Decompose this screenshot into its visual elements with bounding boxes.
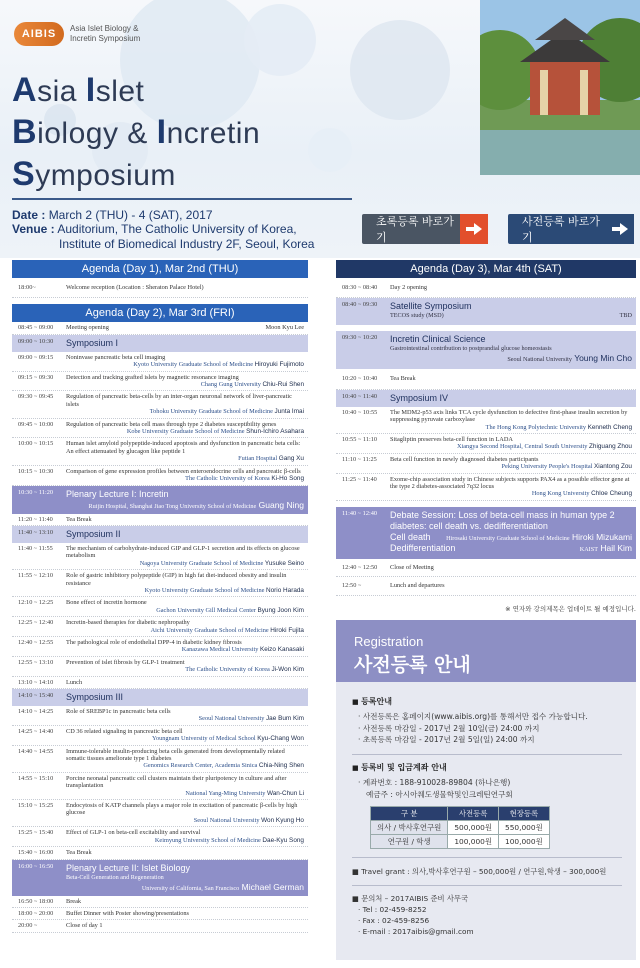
agenda-row: 18:00 ~ 20:00 Buffet Dinner with Poster showing/presentations xyxy=(12,908,308,920)
abstract-registration-button[interactable]: 초록등록 바로가기 xyxy=(362,214,488,244)
agenda-row: 14:40 ~ 14:55 Immune-tolerable insulin-producing beta cells generated from developmentally related somatic tissues ameliorate type 1 diabetes Genomics Research Center, Academia Sinica Chia-Ning Shen xyxy=(12,746,308,773)
agenda-row: 10:00 ~ 10:15 Human islet amyloid polypeptide-induced apoptosis and dysfunction in pancreatic beta cells: An effect attenuated by glucagon like peptide 1 Futian Hospital Gang Xu xyxy=(12,438,308,465)
pavilion-image xyxy=(480,0,640,175)
registration-info-line: · 사전등록 마감일 - 2017년 2월 10일(금) 24:00 까지 xyxy=(358,723,540,733)
agenda-row: 15:25 ~ 15:40 Effect of GLP-1 on beta-cell excitability and survival Keimyung University School of Medicine Dae-Kyu Song xyxy=(12,827,308,847)
session-satellite-symposium: 08:40 ~ 09:30 Satellite Symposium TECOS study (MSD) TBD xyxy=(336,298,636,325)
fee-table: 구 분 사전등록 현장등록 의사 / 박사후연구원 500,000원 550,000원 연구원 / 학생 100,000원 100,000원 xyxy=(370,806,550,849)
symposium-2-talks xyxy=(12,543,308,677)
agenda-day1-header: Agenda (Day 1), Mar 2nd (THU) xyxy=(12,260,308,278)
agenda-row: 16:50 ~ 18:00 Break xyxy=(12,896,308,908)
contact-email[interactable]: · E-mail : 2017aibis@gmail.com xyxy=(358,927,474,936)
contact-fax: · Fax : 02-459-8256 xyxy=(358,916,430,925)
session-symposium-2: 11:40 ~ 13:10 Symposium II xyxy=(12,526,308,543)
agenda-row: 12:40 ~ 12:50 Close of Meeting xyxy=(336,559,636,577)
symposium-1-talks xyxy=(12,352,308,486)
agenda-row: 15:40 ~ 16:00 Tea Break xyxy=(12,847,308,859)
registration-title-en: Registration xyxy=(354,634,424,649)
registration-header xyxy=(336,620,636,682)
agenda-row: 12:10 ~ 12:25 Bone effect of incretin hormone Gachon University Gill Medical Center Byung Joon Kim xyxy=(12,597,308,617)
agenda-row: 14:55 ~ 15:10 Porcine neonatal pancreatic cell clusters maintain their pluripotency in culture and after transplantation National Yang-Ming University Wan-Chun Li xyxy=(12,773,308,800)
session-plenary-2: 16:00 ~ 16:50 Plenary Lecture II: Islet Biology Beta-Cell Generation and Regeneration University of California, San Francisco Michael German xyxy=(12,860,308,896)
agenda-row: 09:30 ~ 09:45 Regulation of pancreatic beta-cells by an inter-organ neuronal network of liver-pancreatic islets Tohoku University Graduate School of Medicine Junta Imai xyxy=(12,391,308,418)
registration-info-line: · 초록등록 마감일 - 2017년 2월 5일(일) 24:00 까지 xyxy=(358,735,535,744)
session-symposium-3: 14:10 ~ 15:40 Symposium III xyxy=(12,689,308,706)
logo-line-1: Asia Islet Biology & xyxy=(70,24,139,33)
agenda-row: 12:25 ~ 12:40 Incretin-based therapies for diabetic nephropathy Aichi University Graduate School of Medicine Hiroki Fujita xyxy=(12,617,308,637)
agenda-row: 09:45 ~ 10:00 Regulation of pancreatic beta cell mass through type 2 diabetes susceptibility genes Kobe University Graduate School of Medicine Shun-Ichiro Asahara xyxy=(12,419,308,439)
agenda-row: 12:40 ~ 12:55 The pathological role of endothelial DPP-4 in diabetic kidney fibrosis Kanazawa Medical University Keizo Kanasaki xyxy=(12,637,308,657)
bank-account: · 계좌번호 : 188-910028-89804 (하나은행) xyxy=(358,778,511,787)
session-symposium-1: 09:00 ~ 10:30 Symposium I xyxy=(12,335,308,352)
agenda-day3-header: Agenda (Day 3), Mar 4th (SAT) xyxy=(336,260,636,278)
title-divider xyxy=(12,198,352,200)
session-plenary-1: 10:30 ~ 11:20 Plenary Lecture I: Incretin Ruijin Hospital, Shanghai Jiao Tong University School of Medicine Guang Ning xyxy=(12,486,308,514)
agenda-row: 10:20 ~ 10:40 Tea Break xyxy=(336,369,636,389)
agenda-row: 12:50 ~ Lunch and departures xyxy=(336,577,636,595)
agenda-row: 11:20 ~ 11:40 Tea Break xyxy=(12,514,308,526)
session-symposium-4: 10:40 ~ 11:40 Symposium IV xyxy=(336,390,636,407)
agenda-row: 14:10 ~ 14:25 Role of SREBP1c in pancreatic beta cells Seoul National University Jae Bum Kim xyxy=(12,706,308,726)
symposium-4-talks xyxy=(336,407,636,501)
registration-title-ko: 사전등록 안내 xyxy=(354,654,471,676)
agenda-row: 12:55 ~ 13:10 Prevention of islet fibrosis by GLP-1 treatment The Catholic University of Korea Ji-Won Kim xyxy=(12,657,308,677)
account-holder: 예금주 : 아시아췌도생물학및인크레틴연구회 xyxy=(366,789,513,799)
agenda-row: 11:10 ~ 11:25 Beta cell function in newly diagnosed diabetes participants Peking University People's Hospital Xiantong Zou xyxy=(336,454,636,474)
agenda-row: 13:10 ~ 14:10 Lunch xyxy=(12,677,308,689)
event-date: Date : March 2 (THU) - 4 (SAT), 2017 xyxy=(12,208,213,222)
arrow-right-icon xyxy=(606,214,634,244)
header-banner xyxy=(0,0,640,258)
agenda-row: 09:00 ~ 09:15 Noninvase pancreatic beta cell imaging Kyoto University Graduate School of Medicine Hiroyuki Fujimoto xyxy=(12,352,308,372)
logo-line-2: Incretin Symposium xyxy=(70,34,141,43)
agenda-day2-header: Agenda (Day 2), Mar 3rd (FRI) xyxy=(12,304,308,322)
update-notice: ※ 연자와 강의제목은 업데이트 될 예정입니다. xyxy=(505,604,636,613)
symposium-title: Asia Islet Biology & Incretin Symposium xyxy=(12,71,261,193)
agenda-row: 10:55 ~ 11:10 Sitagliptin preserves beta-cell function in LADA Xiangya Second Hospital, Central South University Zhiguang Zhou xyxy=(336,434,636,454)
session-debate: 11:40 ~ 12:40 Debate Session: Loss of beta-cell mass in human type 2 diabetes: cell death vs. dedifferentiation Cell death Hirosaki University Graduate School of Medicine Hiroki Mizukami Dedifferentiation KAIST Hail Kim xyxy=(336,507,636,559)
agenda-row: 11:40 ~ 11:55 The mechanism of carbohydrate-induced GIP and GLP-1 secretion and its effects on glucose metabolism Nagoya University Graduate School of Medicine Yusuke Seino xyxy=(12,543,308,570)
logo-badge: AIBIS xyxy=(14,22,64,46)
agenda-right-column xyxy=(336,260,636,613)
registration-info-line: · 사전등록은 홈페이지(www.aibis.org)를 통해서만 접수 가능합니다. xyxy=(358,712,588,721)
agenda-row: 20:00 ~ Close of day 1 xyxy=(12,920,308,932)
session-incretin-clinical-science: 09:30 ~ 10:20 Incretin Clinical Science Gastrointestinal contribution to postprandial glucose homeostasis Seoul National University Young Min Cho xyxy=(336,331,636,369)
registration-info-heading: ■ 등록안내 xyxy=(352,696,622,707)
fee-heading: ■ 등록비 및 입금계좌 안내 xyxy=(352,762,622,773)
registration-panel xyxy=(336,620,636,960)
contact-tel: · Tel : 02-459-8252 xyxy=(358,905,427,914)
agenda-row: 09:15 ~ 09:30 Detection and tracking grafted islets by magnetic resonance imaging Chang Gung University Chiu-Rui Shen xyxy=(12,372,308,392)
arrow-right-icon xyxy=(460,214,488,244)
agenda-row: 08:45 ~ 09:00 Meeting opening Moon Kyu Lee xyxy=(12,322,308,334)
event-venue: Venue : Auditorium, The Catholic University of Korea, Institute of Biomedical Industry 2F, Seoul, Korea xyxy=(12,222,315,251)
agenda-row: 11:25 ~ 11:40 Exome-chip association study in Chinese subjects supports PAX4 as a possible effector gene at the type 2 diabetes-associated 7q32 locus Hong Kong University Chloe Cheung xyxy=(336,474,636,501)
symposium-3-talks xyxy=(12,706,308,847)
agenda-row: 10:40 ~ 10:55 The MDM2-p53 axis links TCA cycle dysfunction to defective first-phase insulin secretion by suppressing pyruvate carboxylase The Hong Kong Polytechnic University Kenneth Cheng xyxy=(336,407,636,434)
travel-grant: ■ Travel grant : 의사,박사후연구원 – 500,000원 / 연구원,학생 – 300,000원 xyxy=(352,866,607,876)
agenda-left-column xyxy=(12,260,308,933)
pre-registration-button[interactable]: 사전등록 바로가기 xyxy=(508,214,634,244)
agenda-row: 15:10 ~ 15:25 Endocytosis of KATP channels plays a major role in excitation of pancreatic β-cells by high glucose Seoul National University Won Kyung Ho xyxy=(12,800,308,827)
aibis-logo xyxy=(14,22,140,46)
agenda-row: 08:30 ~ 08:40 Day 2 opening xyxy=(336,278,636,298)
agenda-row: 10:15 ~ 10:30 Comparison of gene expression profiles between enteroendocrine cells and pancreatic β-cells The Catholic University of Korea Ki-Ho Song xyxy=(12,466,308,486)
contact-heading: ■ 문의처 – 2017AIBIS 준비 사무국 xyxy=(352,894,469,903)
agenda-row: 11:55 ~ 12:10 Role of gastric inhibitory polypeptide (GIP) in high fat diet-induced obesity and insulin resistance Kyoto University Graduate School of Medicine Norio Harada xyxy=(12,570,308,597)
agenda-row: 18:00~ Welcome reception (Location : Sheraton Palace Hotel) xyxy=(12,278,308,298)
agenda-row: 14:25 ~ 14:40 CD 36 related signaling in pancreatic beta cell Youngnam University of Medical School Kyu-Chang Won xyxy=(12,726,308,746)
